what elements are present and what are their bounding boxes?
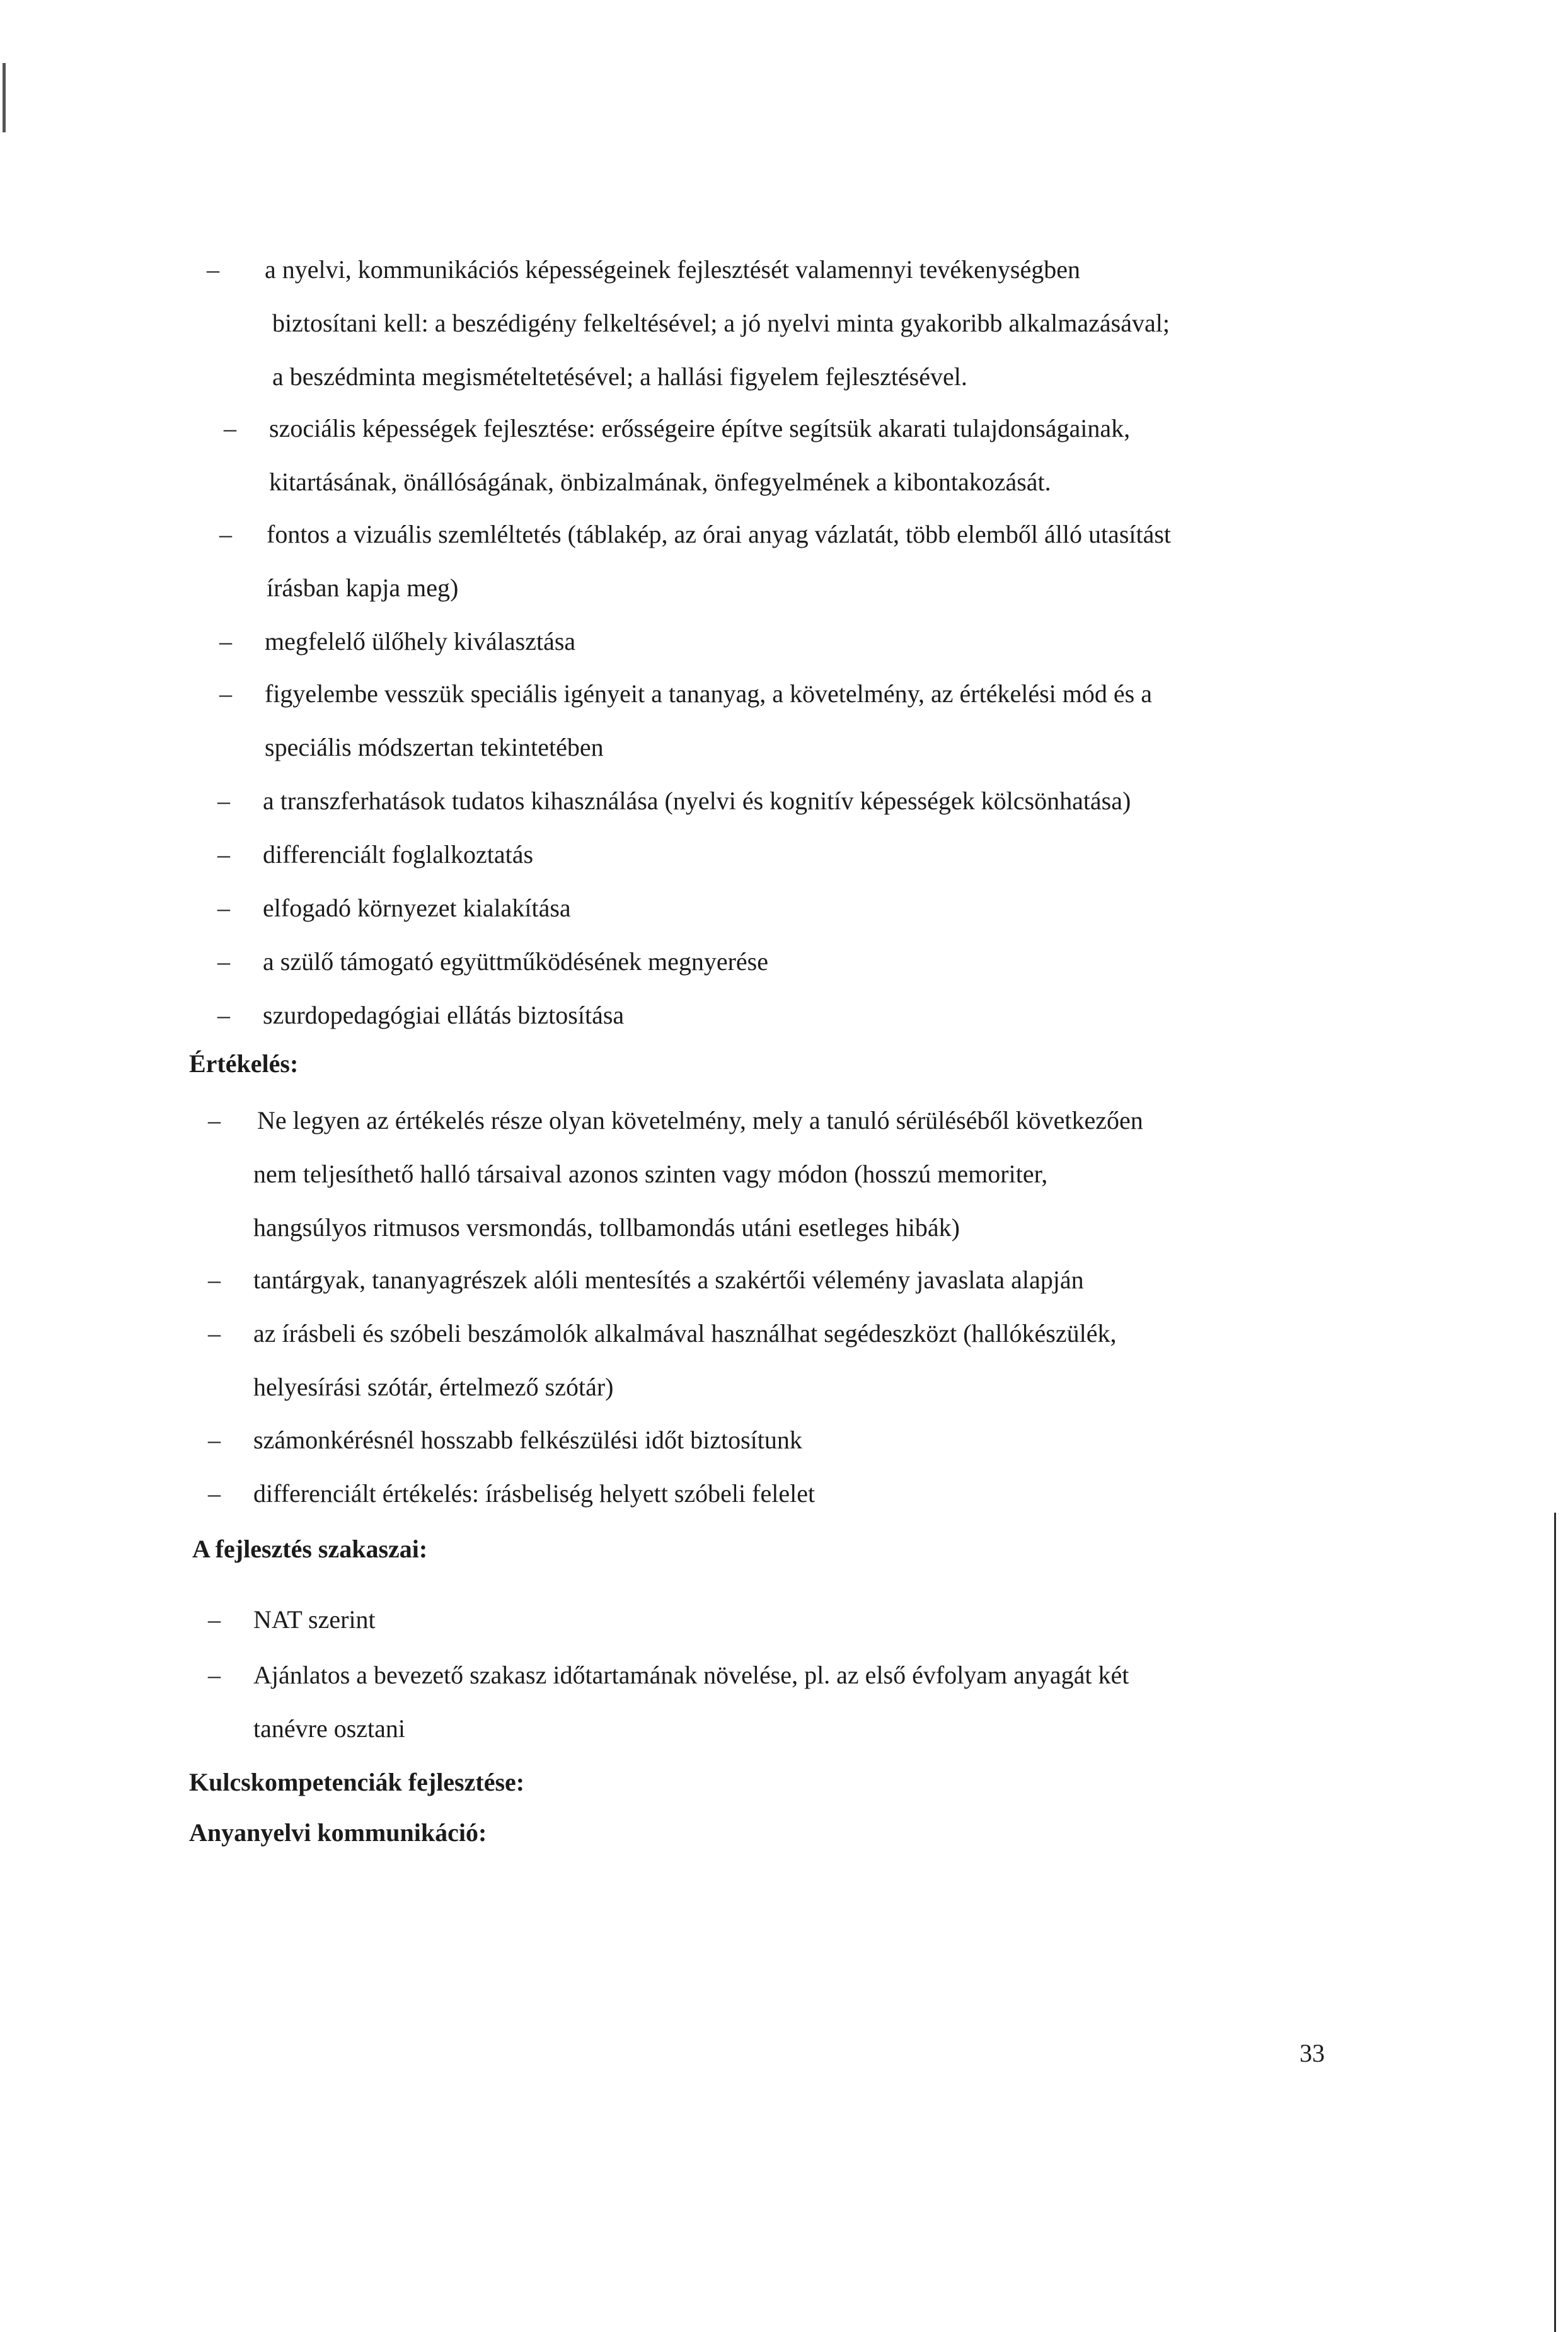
list-item (208, 1307, 1349, 1414)
list-item (208, 1593, 376, 1646)
list-item (208, 1648, 1129, 1755)
dash-bullet: – (217, 1001, 230, 1029)
list-item-line: tantárgyak, tananyagrészek alóli mentesítés a szakértői vélemény javaslata alapján (253, 1266, 1084, 1294)
list-item-line: kitartásának, önállóságának, önbizalmának, önfegyelmének a kibontakozását. (269, 468, 1051, 496)
list-item-line: differenciált foglalkoztatás (263, 840, 534, 869)
list-item-line: az írásbeli és szóbeli beszámolók alkalmával használhat segédeszközt (hallókészülék, (253, 1319, 1117, 1348)
list-item-line: a beszédminta megismételtetésével; a hallási figyelem fejlesztésével. (272, 362, 967, 391)
section-heading-kulcskompetenciak: Kulcskompetenciák fejlesztése: (189, 1768, 525, 1796)
list-item (219, 507, 1354, 615)
list-item-line: biztosítani kell: a beszédigény felkeltésével; a jó nyelvi minta gyakoribb alkalmazásával; (272, 309, 1170, 337)
section-heading-anyanyelvi: Anyanyelvi kommunikáció: (189, 1818, 487, 1847)
list-item (208, 1094, 1349, 1254)
list-item (217, 774, 1131, 828)
list-item (217, 881, 571, 935)
list-item-line: nem teljesíthető halló társaival azonos szinten vagy módon (hosszú memoriter, (253, 1160, 1048, 1188)
dash-bullet: – (224, 414, 236, 442)
dash-bullet: – (219, 679, 232, 708)
scan-margin-line (1554, 1513, 1556, 2332)
page-number: 33 (1300, 2039, 1325, 2067)
list-item-line: írásban kapja meg) (267, 574, 459, 602)
list-item (207, 243, 1354, 403)
list-item (217, 988, 624, 1042)
dash-bullet: – (208, 1106, 221, 1134)
section-heading-ertekeles: Értékelés: (189, 1049, 299, 1078)
list-item (217, 828, 533, 881)
list-item-line: Ne legyen az értékelés része olyan követelmény, mely a tanuló sérüléséből következően (257, 1106, 1143, 1134)
list-item (224, 401, 1354, 509)
dash-bullet: – (208, 1479, 221, 1508)
list-item-line: megfelelő ülőhely kiválasztása (265, 627, 576, 655)
list-item-line: fontos a vizuális szemléltetés (táblakép, az órai anyag vázlatát, több elemből álló utasítást (267, 520, 1172, 548)
dash-bullet: – (217, 787, 230, 815)
dash-bullet: – (208, 1319, 221, 1348)
list-item-line: a transzferhatások tudatos kihasználása (nyelvi és kognitív képességek kölcsönhatása) (263, 787, 1131, 815)
list-item (208, 1253, 1084, 1307)
list-item (219, 615, 575, 668)
list-item-line: NAT szerint (253, 1605, 376, 1634)
section-heading-szakaszai: A fejlesztés szakaszai: (192, 1535, 428, 1563)
dash-bullet: – (208, 1661, 221, 1689)
list-item-line: a szülő támogató együttműködésének megnyerése (263, 947, 768, 976)
list-item (217, 935, 768, 988)
list-item-line: figyelembe vesszük speciális igényeit a tananyag, a követelmény, az értékelési mód és a (265, 679, 1152, 708)
list-item-line: szurdopedagógiai ellátás biztosítása (263, 1001, 625, 1029)
list-item-line: differenciált értékelés: írásbeliség helyett szóbeli felelet (253, 1479, 816, 1508)
list-item (208, 1467, 815, 1520)
list-item-line: speciális módszertan tekintetében (265, 733, 604, 761)
dash-bullet: – (217, 840, 230, 869)
dash-bullet: – (208, 1605, 221, 1634)
dash-bullet: – (208, 1266, 221, 1294)
list-item-line: a nyelvi, kommunikációs képességeinek fejlesztését valamennyi tevékenységben (265, 255, 1081, 284)
list-item-line: szociális képességek fejlesztése: erősségeire építve segítsük akarati tulajdonságainak, (269, 414, 1131, 442)
list-item-line: elfogadó környezet kialakítása (263, 894, 571, 922)
scan-edge-mark (3, 63, 6, 132)
dash-bullet: – (219, 627, 232, 655)
dash-bullet: – (208, 1426, 221, 1454)
dash-bullet: – (217, 947, 230, 976)
dash-bullet: – (207, 255, 219, 284)
dash-bullet: – (219, 520, 232, 548)
list-item-line: helyesírási szótár, értelmező szótár) (253, 1373, 614, 1401)
list-item-line: Ajánlatos a bevezető szakasz időtartamának növelése, pl. az első évfolyam anyagát két (253, 1661, 1129, 1689)
list-item (208, 1413, 802, 1467)
list-item-line: tanévre osztani (253, 1714, 405, 1743)
list-item-line: számonkérésnél hosszabb felkészülési időt biztosítunk (253, 1426, 802, 1454)
list-item (219, 667, 1354, 774)
list-item-line: hangsúlyos ritmusos versmondás, tollbamondás utáni esetleges hibák) (253, 1213, 960, 1242)
dash-bullet: – (217, 894, 230, 922)
